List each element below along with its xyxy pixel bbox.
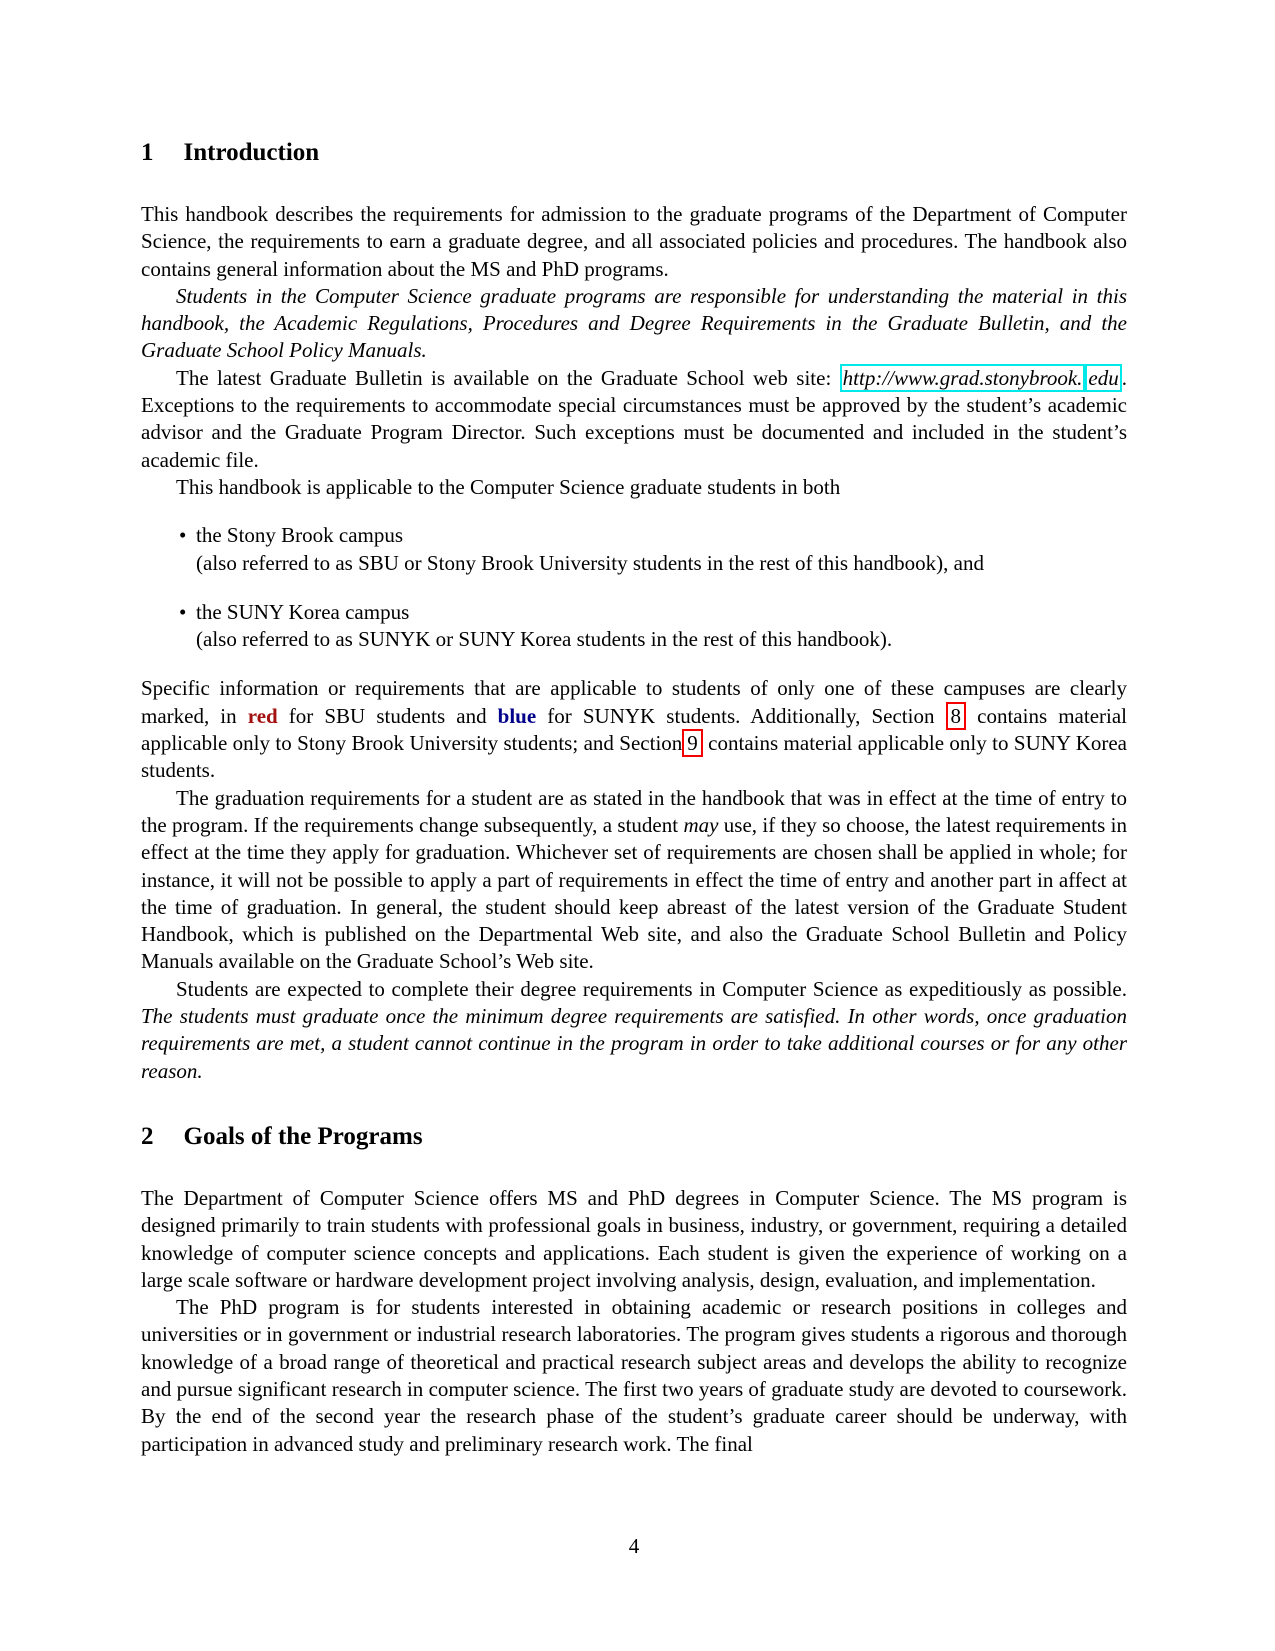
url-link[interactable]: edu: [1085, 364, 1121, 392]
paragraph: [141, 675, 1127, 784]
text-run: for SUNYK students. Additionally, Section: [536, 703, 946, 728]
document-content: [141, 138, 1127, 1458]
section-ref-link[interactable]: 9: [682, 729, 703, 757]
section-heading: [141, 1122, 1127, 1152]
text-run: The latest Graduate Bulletin is available on the Graduate School web site:: [176, 365, 840, 390]
section-number: 1: [141, 139, 154, 166]
paragraph: [141, 785, 1127, 976]
bullet-list: [141, 522, 1127, 653]
paragraph: [141, 474, 1127, 501]
text-run: The PhD program is for students interested in obtaining academic or research positions in colleges and universities or in government or industrial research laboratories. The program gives students a rigorous and thorough knowledge of a broad range of theoretical and practical research subject areas and develops the ability to recognize and pursue significant research in computer science. The first two years of graduate study are devoted to coursework. By the end of the second year the research phase of the student’s graduate career should be underway, with participation in advanced study and preliminary research work. The final: [141, 1295, 1127, 1456]
text-run: use, if they so choose, the latest requirements in effect at the time they apply for graduation. Whichever set of requirements are chosen shall be applied in whole; for instance, it will not be possible to apply a part of requirements in effect the time of entry and another part in affect at the time of graduation. In general, the student should keep abreast of the latest version of the Graduate Student Handbook, which is published on the Departmental Web site, and also the Graduate School Bulletin and Policy Manuals available on the Graduate School’s Web site.: [141, 812, 1127, 974]
text-run: The Department of Computer Science offers MS and PhD degrees in Computer Science. The MS program is designed primarily to train students with professional goals in business, industry, or government, requiring a detailed knowledge of computer science concepts and applications. Each student is given the experience of working on a large scale software or hardware development project involving analysis, design, evaluation, and implementation.: [141, 1185, 1127, 1292]
text-run: Specific information or requirements that are applicable to students of only one of these campuses are clearly marked, in: [141, 676, 1127, 728]
italic-text-run: The students must graduate once the minimum degree requirements are satisfied. In other words, once graduation requirements are met, a student cannot continue in the program in order to take additional courses or for any other reason.: [141, 1004, 1127, 1083]
paragraph: [141, 1185, 1127, 1294]
section-title: Goals of the Programs: [183, 1122, 423, 1150]
text-run: Students are expected to complete their degree requirements in Computer Science as expeditiously as possible.: [176, 976, 1127, 1001]
text-run: The graduation requirements for a student are as stated in the handbook that was in effect at the time of entry to the program. If the requirements change subsequently, a student: [141, 785, 1127, 837]
paragraph: [141, 201, 1127, 283]
text-run: . Exceptions to the requirements to accommodate special circumstances must be approved by the student’s academic advisor and the Graduate Program Director. Such exceptions must be documented and included in the student’s academic file.: [141, 365, 1127, 472]
list-item-line: the SUNY Korea campus: [196, 599, 410, 624]
paragraph: [141, 1294, 1127, 1458]
list-item-line: (also referred to as SUNYK or SUNY Korea students in the rest of this handbook).: [196, 627, 893, 652]
section-heading: [141, 138, 1127, 168]
italic-text-run: may: [683, 812, 719, 837]
text-run: contains material applicable only to Stony Brook University students; and Section: [141, 703, 1128, 756]
text-run: for SBU students and: [277, 703, 498, 728]
sbu-red-label: red: [247, 703, 278, 728]
paragraph: [141, 976, 1127, 1085]
bullet-icon: •: [179, 599, 187, 624]
text-run: This handbook describes the requirements for admission to the graduate programs of the Department of Computer Science, the requirements to earn a graduate degree, and all associated policies and procedures. The handbook also contains general information about the MS and PhD programs.: [141, 202, 1127, 281]
url-link[interactable]: http://www.grad.stonybrook.: [840, 364, 1086, 392]
paragraph: [141, 283, 1127, 365]
italic-text-run: Students in the Computer Science graduate programs are responsible for understanding the material in this handbook, the Academic Regulations, Procedures and Degree Requirements in the Graduate Bulletin, and the Graduate School Policy Manuals.: [141, 283, 1127, 363]
sunyk-blue-label: blue: [497, 703, 537, 728]
list-item: [141, 599, 1127, 654]
bullet-icon: •: [179, 523, 187, 548]
section-ref-link[interactable]: 8: [946, 702, 967, 730]
section-title: Introduction: [183, 139, 320, 166]
list-item: [141, 522, 1127, 577]
text-run: This handbook is applicable to the Computer Science graduate students in both: [176, 474, 841, 499]
paragraph: [141, 365, 1127, 474]
page-number: 4: [628, 1534, 640, 1558]
text-run: contains material applicable only to SUNY Korea students.: [141, 731, 1127, 783]
list-item-line: the Stony Brook campus: [196, 523, 404, 548]
list-item-line: (also referred to as SBU or Stony Brook University students in the rest of this handbook), and: [196, 550, 984, 575]
section-number: 2: [141, 1122, 154, 1150]
